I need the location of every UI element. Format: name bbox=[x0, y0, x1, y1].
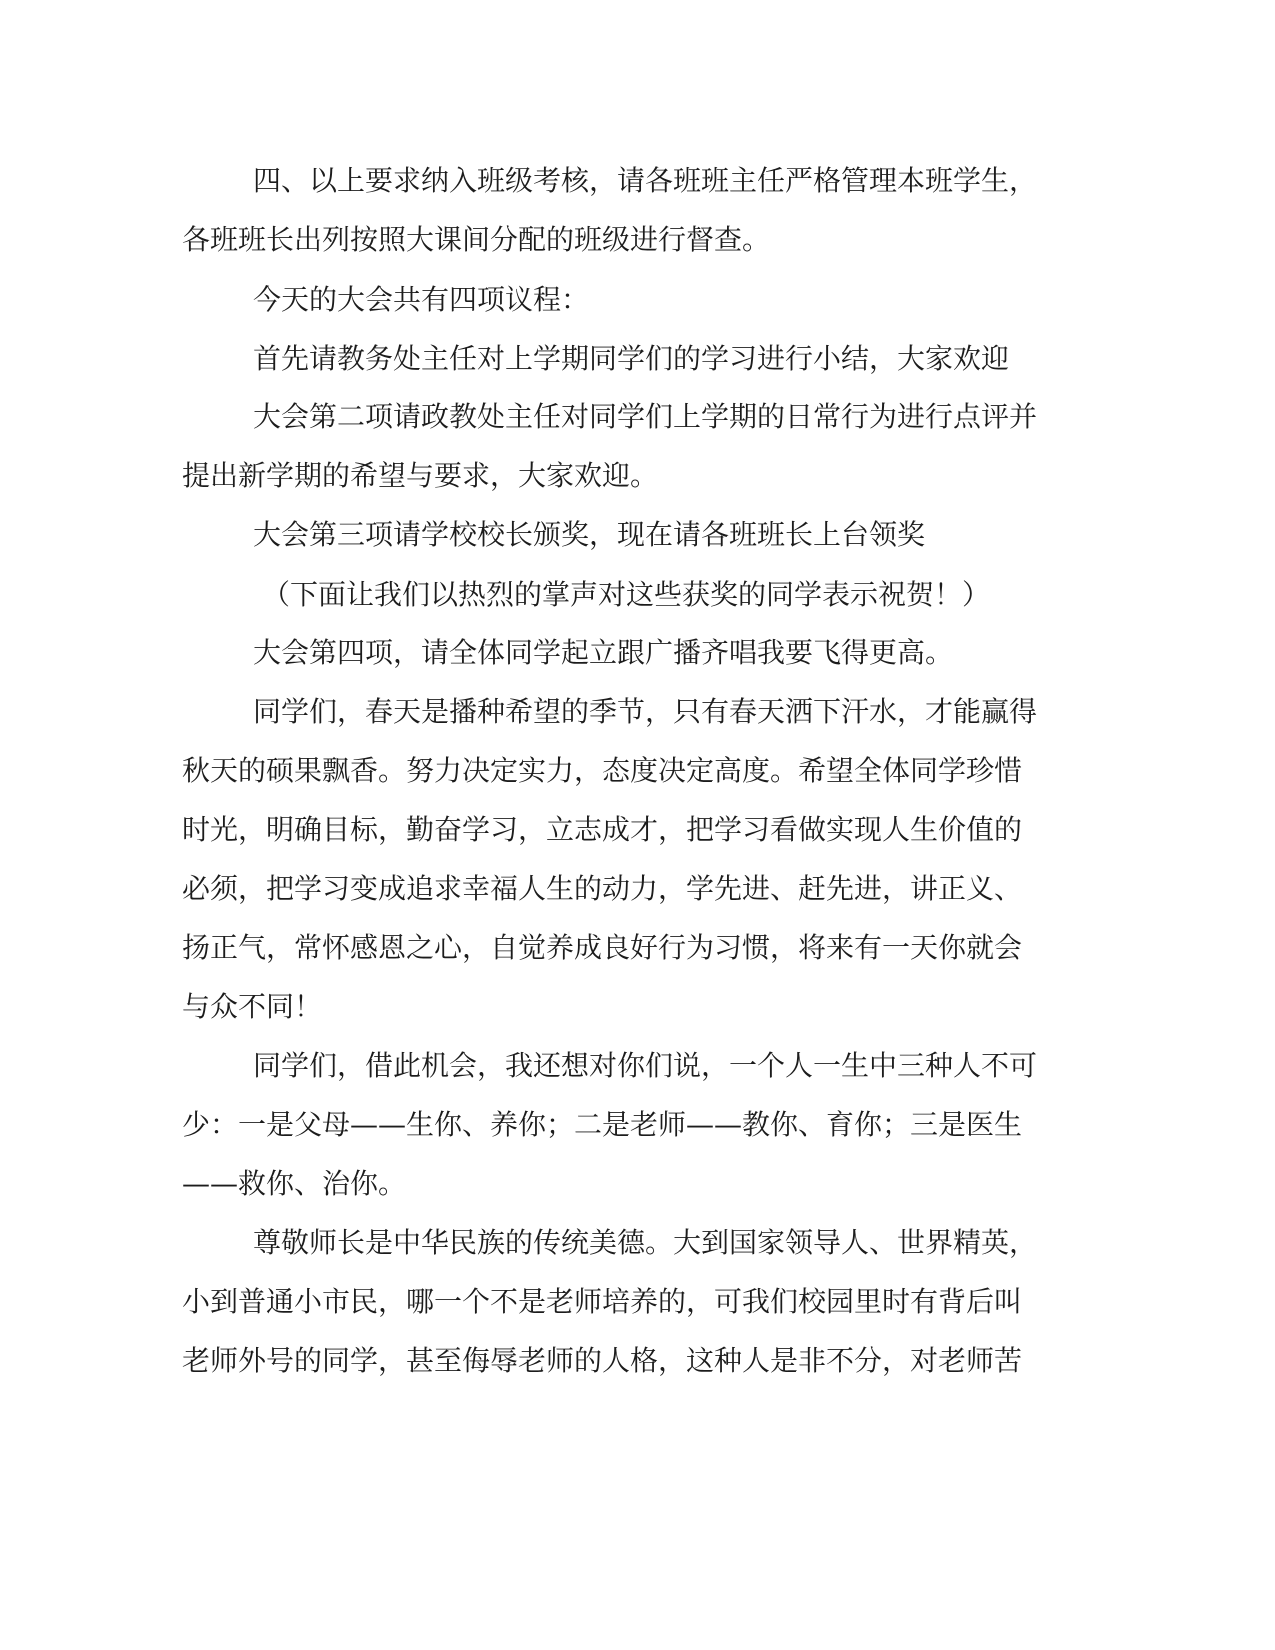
text-line: 四、以上要求纳入班级考核，请各班班主任严格管理本班学生， bbox=[253, 164, 1038, 197]
text-line: 大会第三项请学校校长颁奖，现在请各班班长上台领奖 bbox=[253, 518, 926, 551]
text-line: （下面让我们以热烈的掌声对这些获奖的同学表示祝贺！） bbox=[262, 578, 991, 611]
text-line: 提出新学期的希望与要求，大家欢迎。 bbox=[182, 459, 659, 492]
text-line: 尊敬师长是中华民族的传统美德。大到国家领导人、世界精英， bbox=[253, 1226, 1038, 1259]
text-line: 大会第二项请政教处主任对同学们上学期的日常行为进行点评并 bbox=[253, 400, 1038, 433]
text-line: 首先请教务处主任对上学期同学们的学习进行小结，大家欢迎 bbox=[253, 342, 1010, 375]
text-line: 与众不同！ bbox=[182, 990, 323, 1023]
text-line: 同学们，借此机会，我还想对你们说，一个人一生中三种人不可 bbox=[253, 1049, 1038, 1082]
text-line: ——救你、治你。 bbox=[182, 1167, 407, 1200]
text-line: 必须，把学习变成追求幸福人生的动力，学先进、赶先进，讲正义、 bbox=[182, 872, 1023, 905]
text-line: 扬正气，常怀感恩之心，自觉养成良好行为习惯，将来有一天你就会 bbox=[182, 931, 1023, 964]
text-line: 各班班长出列按照大课间分配的班级进行督查。 bbox=[182, 223, 771, 256]
text-line: 老师外号的同学，甚至侮辱老师的人格，这种人是非不分，对老师苦 bbox=[182, 1344, 1023, 1377]
text-line: 时光，明确目标，勤奋学习，立志成才，把学习看做实现人生价值的 bbox=[182, 813, 1023, 846]
text-line: 大会第四项，请全体同学起立跟广播齐唱我要飞得更高。 bbox=[253, 636, 954, 669]
text-line: 少：一是父母——生你、养你；二是老师——教你、育你；三是医生 bbox=[182, 1108, 1023, 1141]
text-line: 今天的大会共有四项议程： bbox=[253, 283, 590, 316]
text-line: 同学们，春天是播种希望的季节，只有春天洒下汗水，才能赢得 bbox=[253, 695, 1038, 728]
text-line: 秋天的硕果飘香。努力决定实力，态度决定高度。希望全体同学珍惜 bbox=[182, 754, 1023, 787]
text-line: 小到普通小市民，哪一个不是老师培养的，可我们校园里时有背后叫 bbox=[182, 1285, 1023, 1318]
